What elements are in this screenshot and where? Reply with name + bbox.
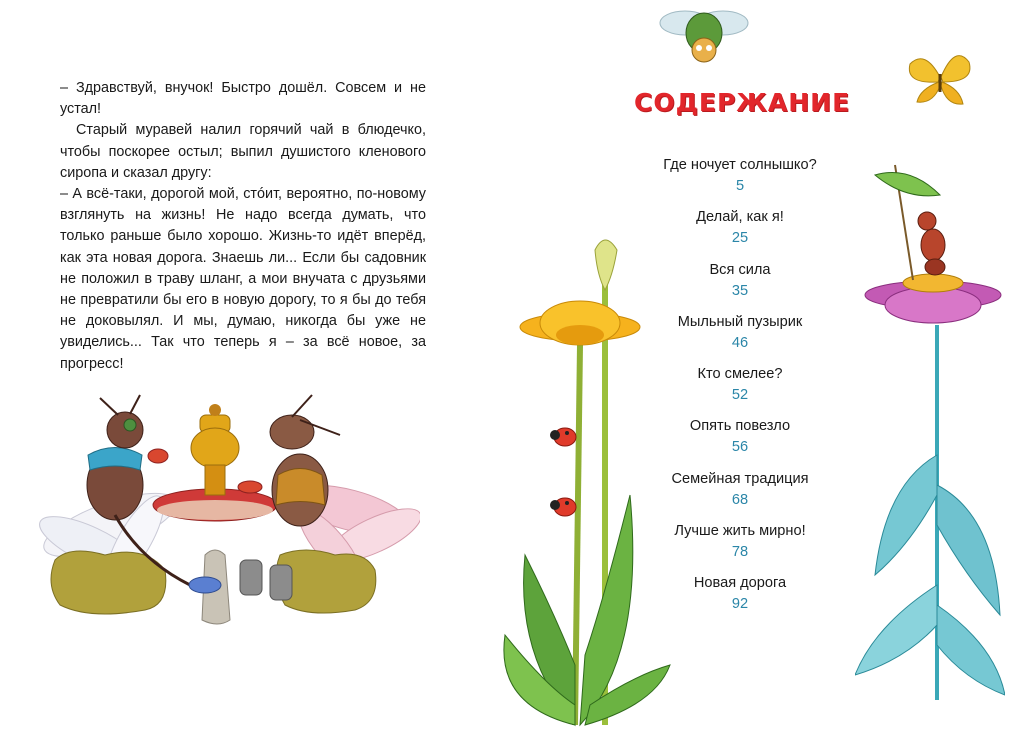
toc-entry[interactable] (640, 572, 840, 624)
dandelion-flower (520, 301, 640, 345)
toc-entry-page: 92 (731, 596, 749, 613)
toc-entry-page: 78 (731, 544, 749, 561)
toc-entry-title: Вся сила (709, 261, 771, 278)
toc-entry-title: Где ночует солнышко? (663, 157, 817, 173)
toc-entry[interactable] (640, 206, 840, 258)
story-text (60, 78, 426, 375)
ladybug-illustration (535, 415, 585, 525)
thistle-with-ant-illustration (855, 155, 1005, 705)
toc-entry-title: Мыльный пузырик (677, 313, 803, 330)
toc-entry-title: Новая дорога (693, 575, 787, 592)
toc-entry-title: Кто смелее? (697, 366, 783, 383)
thistle-ant (875, 165, 945, 280)
story-paragraph: – Здравствуй, внучок! Быстро дошёл. Совсем и не устал! (60, 80, 426, 118)
toc-entry-title: Семейная традиция (671, 470, 809, 487)
table-of-contents (640, 154, 840, 625)
toc-entry-page: 56 (731, 439, 749, 456)
toc-entry-title: Делай, как я! (696, 209, 784, 226)
toc-entry-page: 25 (731, 230, 749, 247)
toc-entry-page: 46 (731, 334, 749, 351)
toc-entry[interactable] (640, 259, 840, 311)
toc-entry[interactable] (640, 415, 840, 467)
thistle-flower (865, 274, 1001, 323)
toc-entry-page: 68 (731, 491, 749, 508)
toc-entry-title: Опять повезло (689, 418, 791, 435)
toc-entry[interactable] (640, 468, 840, 520)
toc-entry-title: Лучше жить мирно! (674, 523, 806, 540)
toc-entry-page: 5 (735, 178, 745, 194)
toc-entry-page: 35 (731, 282, 749, 299)
toc-entry[interactable] (640, 363, 840, 415)
toc-entry[interactable] (640, 154, 840, 206)
story-paragraph: – А всё-таки, дорогой мой, стóит, вероятно, по-новому взглянуть на жизнь! Не надо всегда думать, что только раньше было хорошо. Жизнь-то идёт вперёд, как эта новая дорога. Знаешь ли... Если бы садовник не положил в траву шланг, а мои внучата с друзьями не превратили бы его в новую дорогу, то я бы до тебя не доковылял. И мы, думаю, никогда бы уже не увиделись... Так что теперь я – за всё новое, за прогресс! (60, 186, 426, 372)
butterfly-illustration (905, 44, 975, 110)
toc-title: СОДЕРЖАНИЕ (634, 88, 851, 117)
samovar (191, 404, 239, 495)
fly-illustration (655, 8, 750, 66)
story-paragraph: Старый муравей налил горячий чай в блюдечко, чтобы поскорее остыл; выпил душистого кленового сиропа и сказал другу: (60, 122, 426, 181)
toc-entry[interactable] (640, 311, 840, 363)
toc-entry[interactable] (640, 520, 840, 572)
toc-entry-page: 52 (731, 387, 749, 404)
ants-tea-party-illustration (30, 370, 420, 640)
